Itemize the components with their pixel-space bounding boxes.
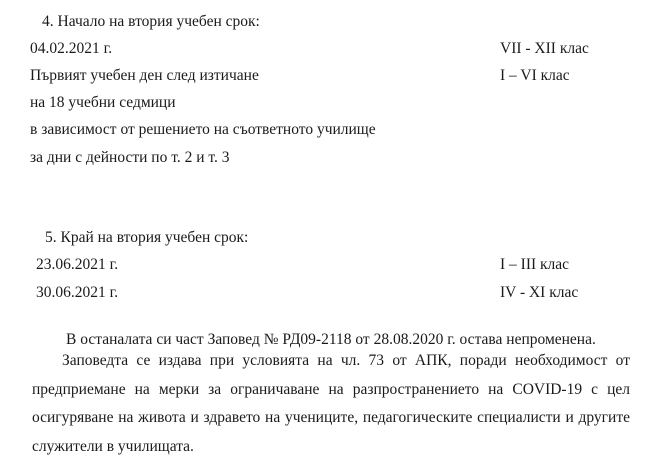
closing-paragraph: Заповедта се издава при условията на чл. 73 от АПК, поради необходимост от предприемане на мерки за ограничаване на разпространението на COVID-19 с цел осигуряване на живота и здравето на учениците, педагогическите специалисти и другите служители в училищата.	[32, 352, 630, 455]
section-5-heading: 5. Край на втория учебен срок:	[45, 229, 249, 246]
section-4-date: 04.02.2021 г.	[30, 40, 113, 57]
section-4-text-line-2: на 18 учебни седмици	[30, 94, 176, 111]
section-4-text-line-1: Първият учебен ден след изтичане	[30, 67, 259, 84]
section-5-date-2: 30.06.2021 г.	[36, 284, 119, 301]
section-5-date-1: 23.06.2021 г.	[36, 256, 119, 273]
section-5-grades-2: IV - XI клас	[500, 284, 579, 301]
section-5-grades-1: I – III клас	[500, 256, 570, 273]
order-note: В останалата си част Заповед № РД09-2118 от 28.08.2020 г. остава непроменена.	[66, 331, 596, 348]
section-4-grades-2: I – VI клас	[500, 67, 570, 84]
section-4-text-line-3: в зависимост от решението на съответното училище	[30, 121, 376, 138]
section-4-text-line-4: за дни с дейности по т. 2 и т. 3	[30, 149, 230, 166]
section-4-heading: 4. Начало на втория учебен срок:	[42, 13, 260, 30]
section-4-grades-1: VII - XII клас	[500, 40, 589, 57]
